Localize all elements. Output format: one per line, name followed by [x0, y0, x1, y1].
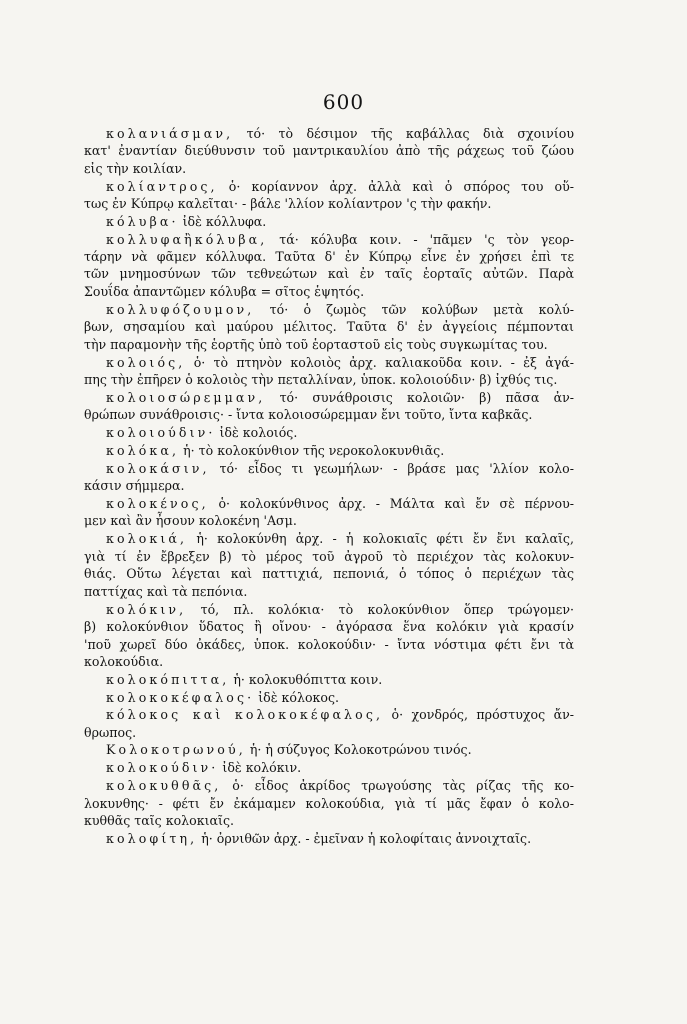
entry-text: ὁ· χονδρός, πρόστυχος ἄν-: [383, 707, 574, 722]
entry-headline: [106, 742, 574, 758]
entry-headline: [106, 355, 574, 371]
entry-headword: κολοκιά,: [106, 531, 188, 546]
entry-headword: κολλυφαἢκόλυβα,: [106, 232, 268, 247]
entry-text: θιάς. Οὕτω λέγεται καὶ παττιχιά, πεπονιά, ὁ τόπος ὁ περιέχων τὰς: [84, 566, 574, 581]
entry-text: τά· κόλυβα κοιν. - 'πᾶμεν 'ς τὸν γεορ-: [267, 232, 574, 247]
entry-text: τό, πλ. κολόκια· τὸ κολοκύνθιον ὅπερ τρώγομεν·: [186, 602, 574, 617]
entry-text: κάσιν σήμμερα.: [84, 478, 185, 493]
entry-line: [84, 372, 574, 388]
entry-headword: κολοκοκέφαλος·: [106, 690, 255, 705]
entry-headword: κολόκα,: [106, 443, 180, 458]
entry-text: κατ' ἐναντίαν διεύθυνσιν τοῦ μαντρικαυλίου ἀπὸ τῆς ράχεως τοῦ ζώου: [84, 143, 574, 158]
entry-text: γιὰ τί ἐν ἔβρεξεν β) τὸ μέρος τοῦ ἀγροῦ τὸ περιέχον τὰς κολοκυν-: [84, 549, 574, 564]
entry-headword: κολοκυθθᾶς,: [106, 778, 222, 793]
entry-headline: [106, 179, 574, 195]
entry-text: ἰδὲ κολοιός.: [215, 425, 298, 440]
entry-line: [84, 337, 574, 353]
entry-headword: κολλυφόζουμον,: [106, 302, 255, 317]
entry-headword: κολοκούδιν·: [106, 760, 219, 775]
entry-line: [84, 196, 574, 212]
entry-line: [84, 549, 574, 565]
entry-line: [84, 796, 574, 812]
entry-text: ἡ· ἡ σύζυγος Κολοκοτρώνου τινός.: [245, 742, 472, 757]
entry-headword: κόλυβα·: [106, 214, 179, 229]
entry-headline: [106, 602, 574, 618]
entry-text: κυθθᾶς ταῖς κολοκιαῖς.: [84, 813, 235, 828]
entry-text: κολοκούδια.: [84, 654, 164, 669]
entry-headline: [106, 778, 574, 794]
entry-text: ἡ· τὸ κολοκύνθιον τῆς νεροκολοκυνθιᾶς.: [179, 443, 445, 458]
entry-headline: [106, 496, 574, 512]
entry-line: [84, 143, 574, 159]
entry-text: ἰδὲ κολόκιν.: [218, 760, 302, 775]
entry-text: λοκυνθης· - φέτι ἔν ἐκάμαμεν κολοκούδια, γιὰ τί μᾶς ἔφαν ὁ κολο-: [84, 796, 574, 811]
entry-headword: κολοιός,: [106, 355, 186, 370]
entry-headline: [106, 760, 574, 776]
entry-headword: Κολοκοτρωνού,: [106, 742, 246, 757]
entry-line: [84, 566, 574, 582]
entry-text: ὁ· κορίαννον ἀρχ. ἀλλὰ καὶ ὁ σπόρος του οὕ-: [217, 179, 574, 194]
page-number: 600: [322, 90, 365, 114]
entry-line: [84, 619, 574, 635]
entry-headline: [106, 232, 574, 248]
entry-headline: [106, 390, 574, 406]
entry-headline: [106, 531, 574, 547]
entry-headword: κολίαντρος,: [106, 179, 218, 194]
entry-text: ἰδὲ κόλοκος.: [254, 690, 340, 705]
entry-headline: [106, 690, 574, 706]
entry-text: ἡ· κολοκυθόπιττα κοιν.: [229, 672, 383, 687]
entry-text: ἡ· ὀρνιθῶν ἀρχ. - ἐμεῖναν ἡ κολοφίταις ἀννοιχταῖς.: [197, 831, 532, 846]
entry-headline: [106, 214, 574, 230]
entry-headline: [106, 707, 574, 723]
entry-text: μεν καὶ ἂν ἦσουν κολοκένη 'Ασμ.: [84, 513, 297, 528]
entry-headline: [106, 425, 574, 441]
entry-text: β) κολοκύνθιον ὕδατος ἢ οἴνου· - ἀγόρασα ἕνα κολόκιν γιὰ κρασίν: [84, 619, 574, 634]
entry-text: θρώπων συνάθροισις· - ἴντα κολοιοσώρεμμαν ἔνι τοῦτο, ἴντα καβκᾶς.: [84, 407, 533, 422]
entry-headline: [106, 672, 574, 688]
entry-headline: [106, 302, 574, 318]
entry-headword: κολοκένος,: [106, 496, 209, 511]
entry-headline: [106, 831, 574, 847]
entry-line: [84, 161, 574, 177]
entry-text: ὁ· τὸ πτηνὸν κολοιὸς ἀρχ. καλιακοῦδα κοιν. - ἐξ ἀγά-: [185, 355, 574, 370]
entry-text: πης τὴν ἐπῆρεν ὁ κολοιὸς τὴν πεταλλίναν, ὑποκ. κολοιούδιν· β) ἰχθύς τις.: [84, 372, 558, 387]
entry-text: τό· ὁ ζωμὸς τῶν κολύβων μετὰ κολύ-: [254, 302, 574, 317]
entry-text: τάρην νὰ φᾶμεν κόλλυφα. Ταῦτα δ' ἐν Κύπρῳ εἶνε ἐν χρήσει ἐπὶ τε: [84, 249, 574, 264]
entry-headword: κολανιάσμαν,: [106, 126, 234, 141]
entry-text: παττίχας καὶ τὰ πεπόνια.: [84, 584, 248, 599]
entry-line: [84, 266, 574, 282]
entry-text: τό· εἶδος τι γεωμήλων· - βράσε μας 'λλίον κολο-: [209, 461, 574, 476]
entry-headword: κολοκάσιν,: [106, 461, 210, 476]
entry-text: τό· τὸ δέσιμον τῆς καβάλλας διὰ σχοινίου: [233, 126, 574, 141]
entry-line: [84, 637, 574, 653]
entry-text: τὴν παραμονὴν τῆς ἑορτῆς ὑπὸ τοῦ ἑορταστοῦ εἰς τοὺς συγκωμίτας του.: [84, 337, 548, 352]
entry-text: τως ἐν Κύπρῳ καλεῖται· - βάλε 'λλίον κολίαντρον 'ς τὴν φακήν.: [84, 196, 492, 211]
entry-line: [84, 584, 574, 600]
entry-headword: κολοιούδιν·: [106, 425, 216, 440]
entry-text: τό· συνάθροισις κολοιῶν· β) πᾶσα ἀν-: [265, 390, 574, 405]
entry-line: [84, 407, 574, 423]
entry-headline: [106, 461, 574, 477]
entry-line: [84, 478, 574, 494]
entry-line: [84, 249, 574, 265]
entry-headline: [106, 443, 574, 459]
entry-line: [84, 284, 574, 300]
entry-line: [84, 654, 574, 670]
entry-text: ὁ· εἶδος ἀκρίδος τρωγούσης τὰς ρίζας τῆς κο-: [221, 778, 574, 793]
entry-headword: κολοφίτη,: [106, 831, 198, 846]
entry-text: βων, σησαμίου καὶ μαύρου μέλιτος. Ταῦτα δ' ἐν ἀγγείοις πέμπονται: [84, 319, 574, 334]
entry-text: ἡ· κολοκύνθη ἀρχ. - ἡ κολοκιαῖς φέτι ἔν ἔνι καλαῖς,: [187, 531, 574, 546]
entry-headword: κολοιοσώρεμμαν,: [106, 390, 266, 405]
entry-text: ἰδὲ κόλλυφα.: [178, 214, 267, 229]
entry-text: 'ποῦ χωρεῖ δύο ὀκάδες, ὑποκ. κολοκούδιν· - ἴντα νόστιμα φέτι ἔνι τὰ: [84, 637, 574, 652]
entry-headword: κολοκόπιττα,: [106, 672, 230, 687]
entry-text: εἰς τὴν κοιλίαν.: [84, 161, 187, 176]
entry-headword: κολόκιν,: [106, 602, 187, 617]
entry-line: [84, 813, 574, 829]
entry-headword: κόλοκος καὶ κολοκοκέφαλος,: [106, 707, 384, 722]
entry-line: [84, 319, 574, 335]
entry-text: τῶν μνημοσύνων τῶν τεθνεώτων καὶ ἐν ταῖς ἑορταῖς αὐτῶν. Παρὰ: [84, 266, 574, 281]
entry-line: [84, 513, 574, 529]
entry-headline: [106, 126, 574, 142]
entry-text: ὁ· κολοκύνθινος ἀρχ. - Μάλτα καὶ ἔν σὲ πέρνου-: [208, 496, 574, 511]
entry-line: [84, 725, 574, 741]
entry-text: Σουΐδα ἀπαντῶμεν κόλυβα = σῖτος ἑψητός.: [84, 284, 365, 299]
entry-text: θρωπος.: [84, 725, 137, 740]
